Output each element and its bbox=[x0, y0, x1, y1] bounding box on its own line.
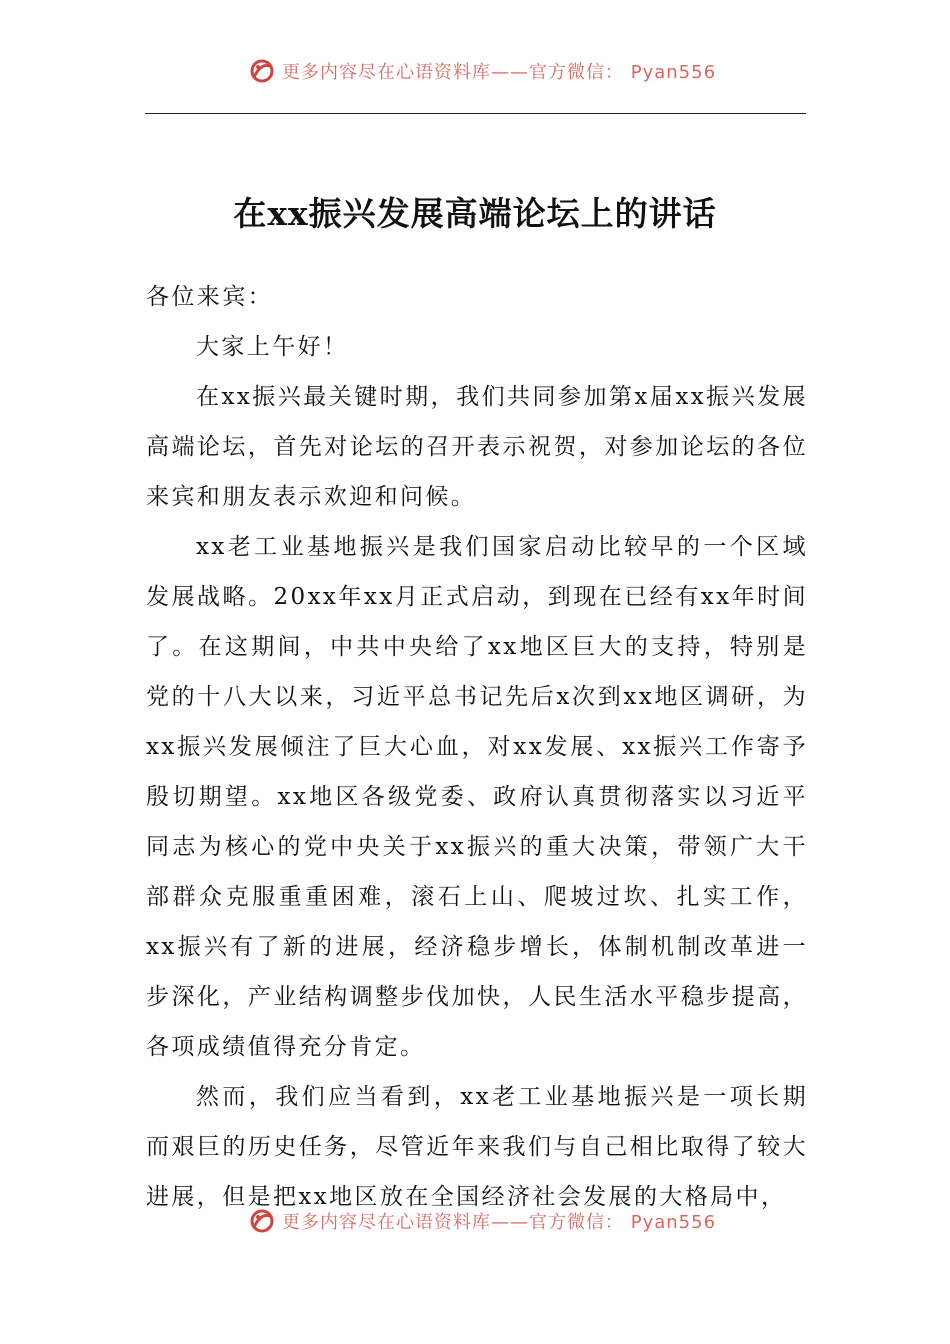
watermark-text: 更多内容尽在心语资料库——官方微信： Pyan556 bbox=[282, 62, 717, 83]
salutation: 各位来宾： bbox=[146, 284, 273, 310]
watermark-text: 更多内容尽在心语资料库——官方微信： Pyan556 bbox=[282, 1212, 717, 1233]
header-rule bbox=[145, 113, 806, 114]
paragraph: 大家上午好！ bbox=[196, 334, 349, 360]
paragraph: 然而，我们应当看到，xx老工业基地振兴是一项长期而艰巨的历史任务，尽管近年来我们与自己相比取得了较大进展，但是把xx地区放在全国经济社会发展的大格局中， bbox=[146, 1084, 808, 1210]
paragraph: 在xx振兴最关键时期，我们共同参加第x届xx振兴发展高端论坛，首先对论坛的召开表示祝贺，对参加论坛的各位来宾和朋友表示欢迎和问候。 bbox=[146, 384, 808, 510]
logo-icon bbox=[248, 1207, 276, 1235]
logo-icon bbox=[248, 57, 276, 85]
header-watermark bbox=[248, 55, 768, 87]
document-body bbox=[146, 272, 808, 1222]
footer-watermark bbox=[248, 1205, 768, 1237]
paragraph: xx老工业基地振兴是我们国家启动比较早的一个区域发展战略。20xx年xx月正式启动，到现在已经有xx年时间了。在这期间，中共中央给了xx地区巨大的支持，特别是党的十八大以来，习近平总书记先后x次到xx地区调研，为xx振兴发展倾注了巨大心血，对xx发展、xx振兴工作寄予殷切期望。xx地区各级党委、政府认真贯彻落实以习近平同志为核心的党中央关于xx振兴的重大决策，带领广大干部群众克服重重困难，滚石上山、爬坡过坎、扎实工作，xx振兴有了新的进展，经济稳步增长，体制机制改革进一步深化，产业结构调整步伐加快，人民生活水平稳步提高，各项成绩值得充分肯定。 bbox=[146, 534, 808, 1060]
document-title: 在xx振兴发展高端论坛上的讲话 bbox=[233, 194, 717, 234]
